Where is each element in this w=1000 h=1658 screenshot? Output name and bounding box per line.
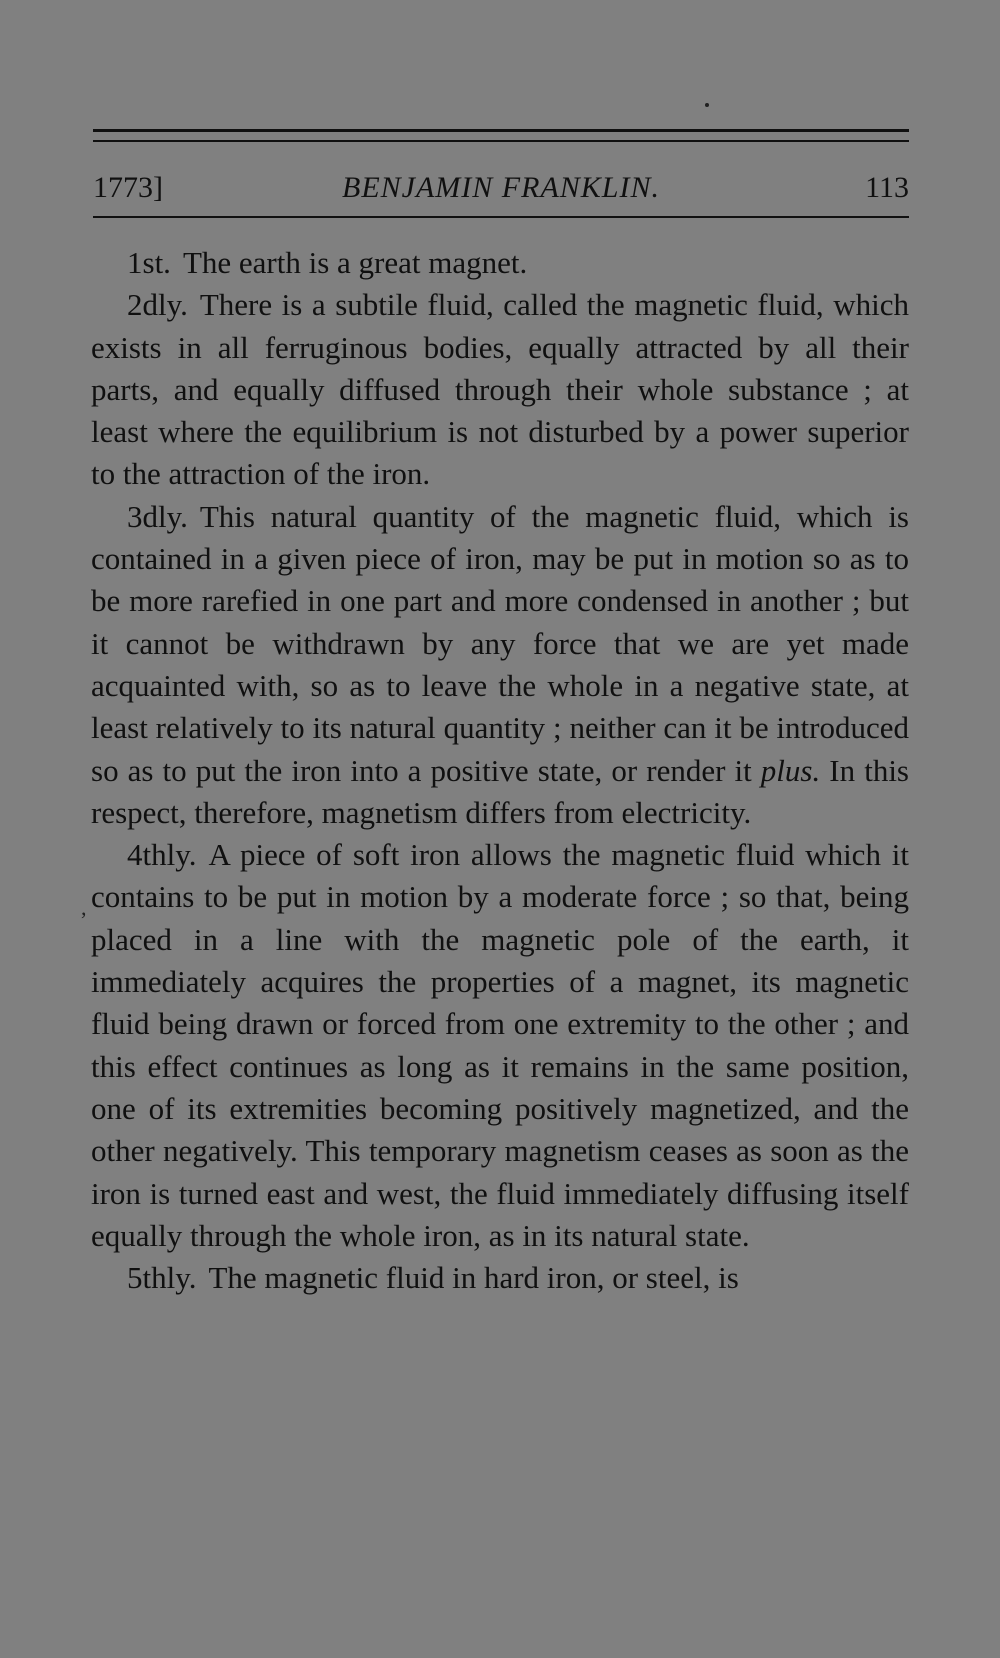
header-title: BENJAMIN FRANKLIN. xyxy=(342,171,660,204)
body-text xyxy=(91,242,909,1299)
paragraph-text: The magnetic fluid in hard iron, or steel, is xyxy=(208,1260,739,1296)
ink-speck xyxy=(705,103,709,107)
paragraph-lead: 4thly. xyxy=(127,837,197,873)
paragraph-3dly xyxy=(91,496,909,834)
paragraph-lead: 5thly. xyxy=(127,1260,197,1296)
paragraph-5thly xyxy=(91,1257,909,1299)
paragraph-lead: 1st. xyxy=(127,245,171,280)
paragraph-1st xyxy=(91,242,909,284)
paragraph-text: A piece of soft iron allows the magnetic fluid which it contains to be put in motion by a moderate force ; so that, being placed in a line with the magnetic pole of the earth, it immediately acquires the properties of a magnet, its magnetic fluid being drawn or forced from one extremity to the other ; and this effect continues as long as it remains in the same position, one of its extremities becoming positively magnetized, and the other negatively. This temporary magnetism ceases as soon as the iron is turned east and west, the fluid immediately diffusing itself equally through the whole iron, as in its natural state. xyxy=(91,837,909,1253)
paragraph-lead: 2dly. xyxy=(127,287,188,323)
paragraph-text-after: In this respect, therefore, magnetism differs from electricity. xyxy=(91,752,909,830)
header-year: 1773] xyxy=(93,171,163,204)
top-rule-thick xyxy=(93,129,909,132)
paragraph-text: This natural quantity of the magnetic fluid, which is contained in a given piece of iron, may be put in motion so as to be more rarefied in one part and more condensed in another ; but it cannot be withdrawn by any force that we are yet made acquainted with, so as to leave the whole in a negative state, at least relatively to its natural quantity ; neither can it be introduced so as to put the iron into a positive state, or render it xyxy=(91,498,909,788)
header-rule xyxy=(93,216,909,218)
page-number: 113 xyxy=(865,171,909,204)
paragraph-lead: 3dly. xyxy=(127,498,188,534)
paragraph-text: The earth is a great magnet. xyxy=(182,245,528,280)
paragraph-text: There is a subtile fluid, called the magnetic fluid, which exists in all ferruginous bodies, equally attracted by all their parts, and equally diffused through their whole substance ; at least where the equilibrium is not disturbed by a power superior to the attraction of the iron. xyxy=(91,287,909,492)
paragraph-2dly xyxy=(91,284,909,495)
top-rule-thin xyxy=(93,140,909,142)
paragraph-4thly xyxy=(91,834,909,1257)
margin-mark: , xyxy=(81,895,87,920)
emphasis-plus: plus. xyxy=(760,752,821,788)
running-header xyxy=(93,168,909,208)
